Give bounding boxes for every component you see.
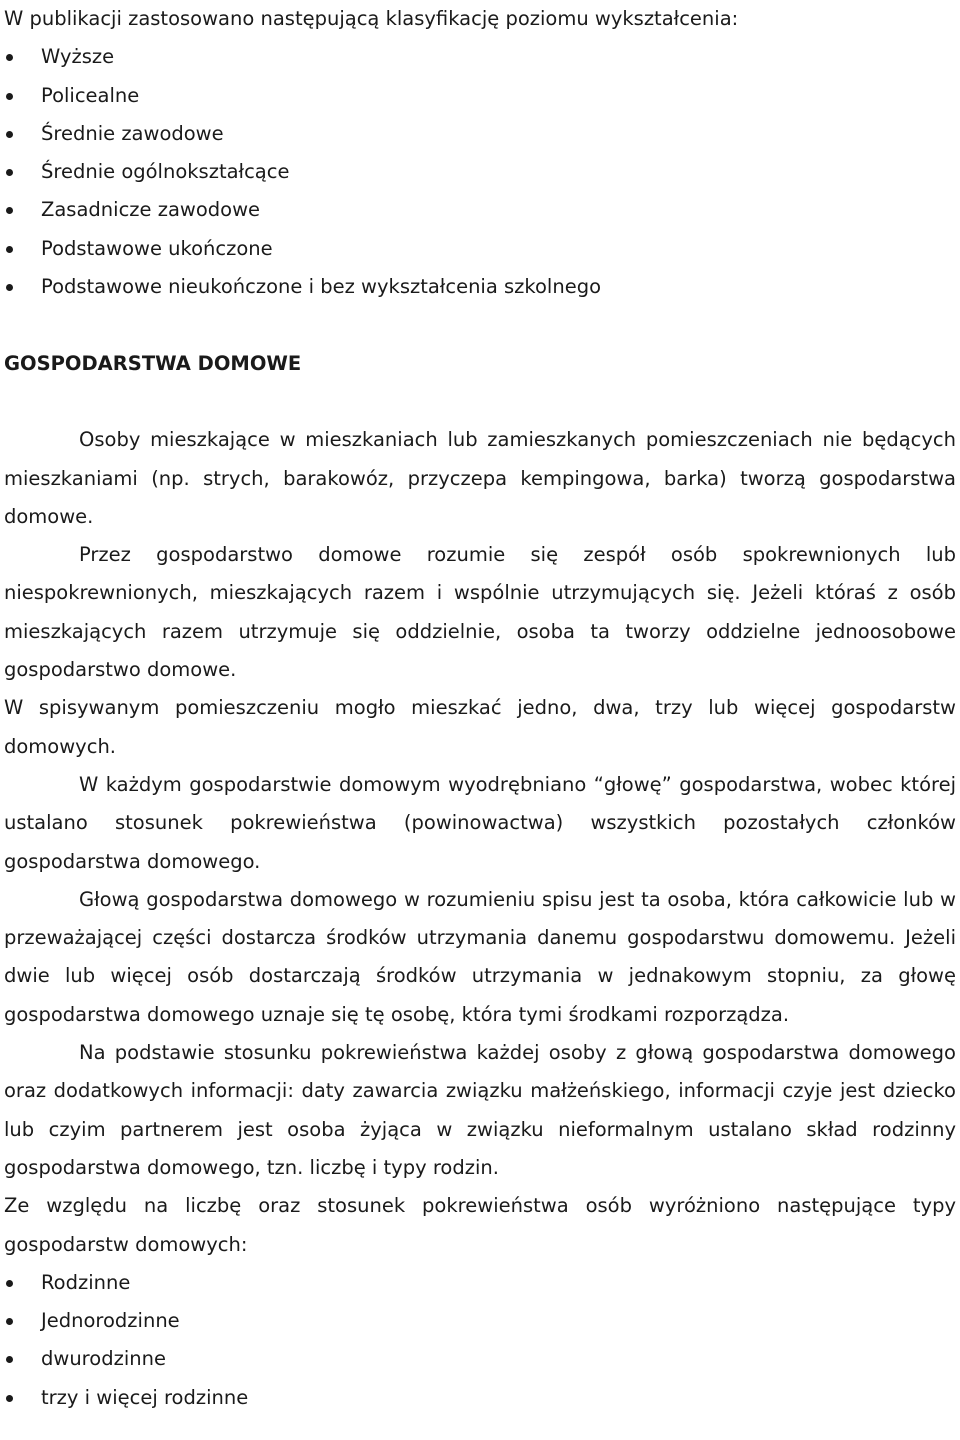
paragraph: Na podstawie stosunku pokrewieństwa każdej osoby z głową gospodarstwa domowego oraz dodatkowych informacji: daty zawarcia związku małżeńskiego, informacji czyje jest dziecko lub czyim partnerem jest osoba żyjąca w związku nieformalnym ustalano skład rodzinny gospodarstwa domowego, tzn. liczbę i typy rodzin. — [4, 1041, 956, 1179]
paragraph: W spisywanym pomieszczeniu mogło mieszkać jedno, dwa, trzy lub więcej gospodarstw domowych. — [4, 696, 956, 758]
list-item-label: Zasadnicze zawodowe — [41, 198, 261, 222]
education-levels-list — [4, 38, 956, 306]
list-item — [4, 1264, 956, 1302]
list-item-label: Średnie ogólnokształcące — [41, 160, 290, 184]
bullet-icon — [6, 207, 13, 214]
bullet-icon — [6, 54, 13, 61]
spacer — [4, 383, 956, 421]
paragraph: Przez gospodarstwo domowe rozumie się zespół osób spokrewnionych lub niespokrewnionych, mieszkających razem i wspólnie utrzymujących się. Jeżeli któraś z osób mieszkających razem utrzymuje się oddzielnie, osoba ta tworzy oddzielne jednoosobowe gospodarstwo domowe. — [4, 543, 956, 682]
list-item-label: Jednorodzinne — [41, 1309, 180, 1333]
list-item — [4, 1302, 956, 1340]
document-page — [4, 0, 956, 1417]
list-item-label: Policealne — [41, 83, 140, 107]
list-item — [4, 268, 956, 306]
spacer — [4, 306, 956, 344]
bullet-icon — [6, 1395, 13, 1402]
section-heading: GOSPODARSTWA DOMOWE — [4, 351, 302, 375]
list-item-label: Podstawowe ukończone — [41, 236, 273, 260]
bullet-icon — [6, 1280, 13, 1287]
list-item — [4, 1340, 956, 1378]
household-types-list — [4, 1264, 956, 1417]
bullet-icon — [6, 1318, 13, 1325]
list-item-label: Wyższe — [41, 45, 115, 69]
paragraph: Głową gospodarstwa domowego w rozumieniu spisu jest ta osoba, która całkowicie lub w przeważającej części dostarcza środków utrzymania danemu gospodarstwu domowemu. Jeżeli dwie lub więcej osób dostarczają środków utrzymania w jednakowym stopniu, za głowę gospodarstwa domowego uznaje się tę osobę, która tymi środkami rozporządza. — [4, 887, 956, 1026]
list-item — [4, 1379, 956, 1417]
bullet-icon — [6, 246, 13, 253]
list-item-label: Rodzinne — [41, 1270, 131, 1294]
list-item — [4, 191, 956, 229]
list-item-label: dwurodzinne — [41, 1347, 166, 1371]
paragraph: Ze względu na liczbę oraz stosunek pokrewieństwa osób wyróżniono następujące typy gospodarstw domowych: — [4, 1194, 956, 1256]
bullet-icon — [6, 1356, 13, 1363]
list-item-label: Podstawowe nieukończone i bez wykształcenia szkolnego — [41, 275, 601, 299]
paragraph: W każdym gospodarstwie domowym wyodrębniano “głowę” gospodarstwa, wobec której ustalano stosunek pokrewieństwa (powinowactwa) wszystkich pozostałych członków gospodarstwa domowego. — [4, 772, 956, 873]
list-item-label: Średnie zawodowe — [41, 121, 224, 145]
paragraph: Osoby mieszkające w mieszkaniach lub zamieszkanych pomieszczeniach nie będących mieszkaniami (np. strych, barakowóz, przyczepa kempingowa, barka) tworzą gospodarstwa domowe. — [4, 428, 956, 528]
list-item — [4, 153, 956, 191]
list-item-label: trzy i więcej rodzinne — [41, 1385, 249, 1409]
bullet-icon — [6, 93, 13, 100]
bullet-icon — [6, 284, 13, 291]
list-item — [4, 115, 956, 153]
list-item — [4, 230, 956, 268]
list-item — [4, 38, 956, 76]
list-item — [4, 77, 956, 115]
bullet-icon — [6, 169, 13, 176]
bullet-icon — [6, 131, 13, 138]
intro-text: W publikacji zastosowano następującą klasyfikację poziomu wykształcenia: — [4, 7, 739, 30]
